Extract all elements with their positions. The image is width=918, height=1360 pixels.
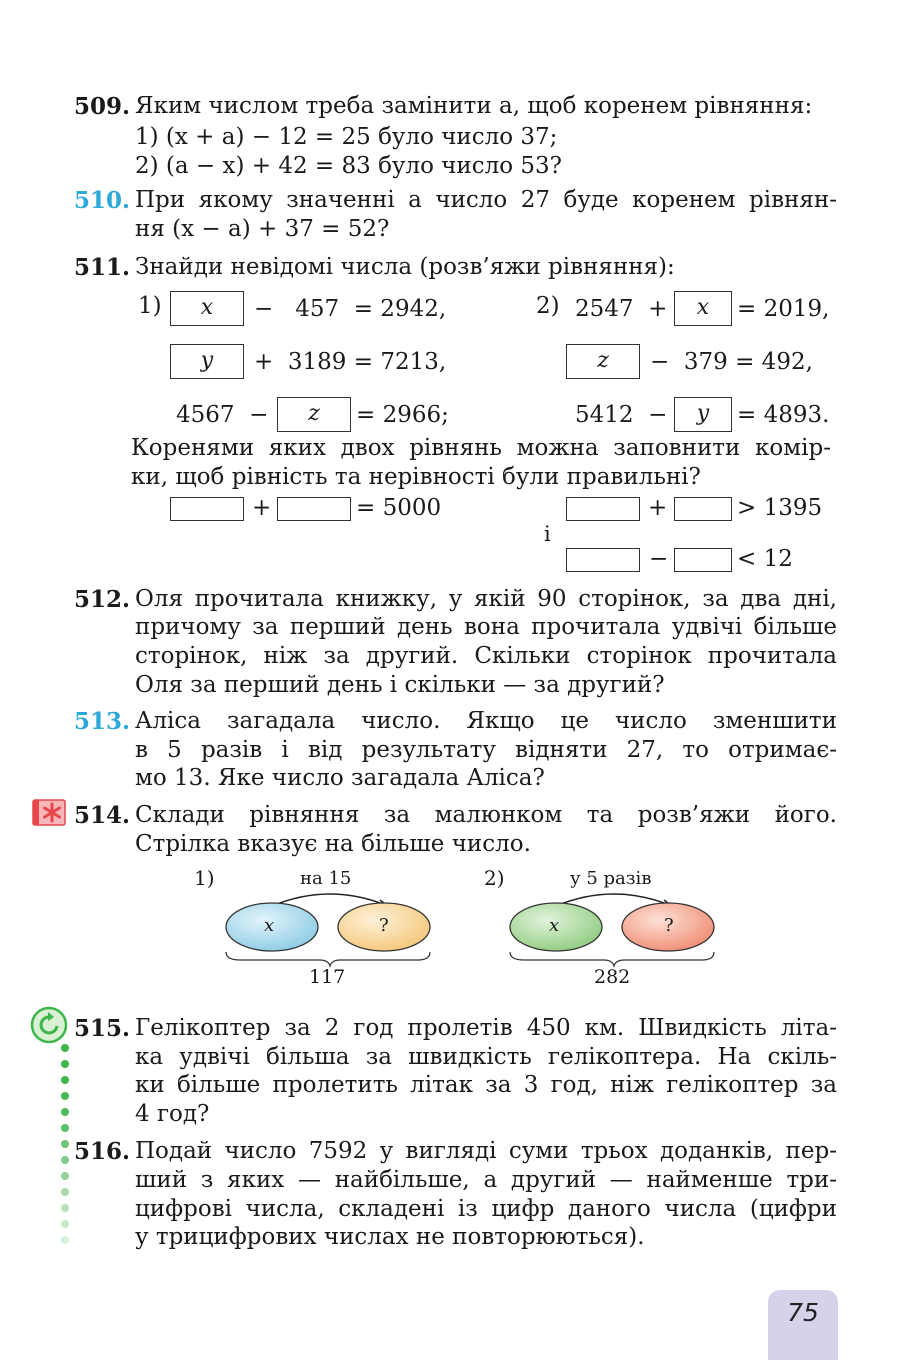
problem-516-line4: у трицифрових числах не повторюються). xyxy=(135,1224,645,1250)
eq2a-box: x xyxy=(674,291,732,326)
problem-515-line1: Гелікоптер за 2 год пролетів 450 км. Швидкість літа- xyxy=(135,1015,837,1041)
eq1b-rest: + 3189 = 7213, xyxy=(254,349,447,375)
problem-number-511: 511. xyxy=(74,254,131,281)
problem-516-line3: цифрові числа, складені із цифр даного числа (цифри xyxy=(135,1196,837,1222)
problem-515-line3: ки більше пролетить літак за 3 год, ніж гелікоптер за xyxy=(135,1072,837,1098)
problem-510-line1: При якому значенні a число 27 буде коренем рівнян- xyxy=(135,187,837,213)
problem-number-512: 512. xyxy=(74,586,131,613)
problem-511-question-line1: Коренями яких двох рівнянь можна заповнити комір- xyxy=(131,435,831,461)
ineq-sum-box-1 xyxy=(170,497,244,521)
fig2-total: 282 xyxy=(594,966,631,988)
problem-512-line3: сторінок, ніж за другий. Скільки сторінок прочитала xyxy=(135,643,837,669)
problem-number-509: 509. xyxy=(74,93,131,120)
ineq-lt-box-1 xyxy=(566,548,640,572)
ineq-gt-op: + xyxy=(648,495,668,521)
ineq-sum-rest: = 5000 xyxy=(356,495,442,521)
fig1-label: 1) xyxy=(194,866,215,890)
problem-510-line2: ня (x − a) + 37 = 52? xyxy=(135,216,390,242)
problem-number-516: 516. xyxy=(74,1138,131,1165)
ineq-and: і xyxy=(544,522,551,546)
problem-512-line2: причому за перший день вона прочитала удвічі більше xyxy=(135,614,837,640)
eq2b-box: z xyxy=(566,344,640,379)
eq1b-box: y xyxy=(170,344,244,379)
eq2a-pre: 2547 + xyxy=(575,296,668,322)
ineq-sum-op: + xyxy=(252,495,272,521)
problem-511-text: Знайди невідомі числа (розв’яжи рівняння): xyxy=(135,254,675,280)
problem-511-question-line2: ки, щоб рівність та нерівності були правильні? xyxy=(131,464,701,490)
ineq-lt-box-2 xyxy=(674,548,732,572)
problem-515-line4: 4 год? xyxy=(135,1101,210,1127)
star-icon xyxy=(32,799,66,826)
problem-512-line1: Оля прочитала книжку, у якій 90 сторінок, за два дні, xyxy=(135,586,837,612)
eq2b-rest: − 379 = 492, xyxy=(650,349,813,375)
fig1-arrow-label: на 15 xyxy=(300,868,352,889)
problem-514-line2: Стрілка вказує на більше число. xyxy=(135,831,531,857)
problem-number-515: 515. xyxy=(74,1015,131,1042)
eq1c-pre: 4567 − xyxy=(176,402,269,428)
problem-514-line1: Склади рівняння за малюнком та розв’яжи його. xyxy=(135,802,837,828)
ineq-sum-box-2 xyxy=(277,497,351,521)
eq1a-box: x xyxy=(170,291,244,326)
fig2-brace xyxy=(510,952,714,966)
fig1-diagram xyxy=(220,888,440,972)
fig1-total: 117 xyxy=(309,966,346,988)
problem-516-line2: ший з яких — найбільше, а другий — найменше три- xyxy=(135,1167,837,1193)
page-number: 75 xyxy=(787,1298,819,1327)
problem-513-line1: Аліса загадала число. Якщо це число зменшити xyxy=(135,708,837,734)
eq1a-rest: − 457 = 2942, xyxy=(254,296,447,322)
fig1-brace xyxy=(226,952,430,966)
problem-509-item2: 2) (a − x) + 42 = 83 було число 53? xyxy=(135,153,563,179)
eq-col2-label: 2) xyxy=(536,293,560,319)
ineq-gt-rest: > 1395 xyxy=(737,495,823,521)
fig1-left-label: x xyxy=(264,915,275,936)
problem-513-line3: мо 13. Яке число загадала Аліса? xyxy=(135,765,545,791)
problem-number-514: 514. xyxy=(74,802,131,829)
fig1-right-label: ? xyxy=(379,915,389,936)
ineq-lt-op: − xyxy=(649,546,669,572)
eq2c-box: y xyxy=(674,397,732,432)
fig2-label: 2) xyxy=(484,866,505,890)
fig2-left-label: x xyxy=(549,915,560,936)
repeat-icon xyxy=(30,1006,68,1044)
problem-512-line4: Оля за перший день і скільки — за другий? xyxy=(135,672,665,698)
eq2c-rest: = 4893. xyxy=(737,402,830,428)
problem-515-line2: ка удвічі більша за швидкість гелікоптера. На скіль- xyxy=(135,1044,837,1070)
ineq-gt-box-2 xyxy=(674,497,732,521)
eq1c-box: z xyxy=(277,397,351,432)
fig2-right-label: ? xyxy=(664,915,674,936)
eq1c-rest: = 2966; xyxy=(356,402,449,428)
problem-number-510: 510. xyxy=(74,187,131,214)
problem-513-line2: в 5 разів і від результату відняти 27, то отримає- xyxy=(135,737,837,763)
eq2a-rest: = 2019, xyxy=(737,296,830,322)
eq-col1-label: 1) xyxy=(138,293,162,319)
page-number-tab xyxy=(768,1290,838,1360)
problem-516-line1: Подай число 7592 у вигляді суми трьох доданків, пер- xyxy=(135,1138,837,1164)
ineq-lt-rest: < 12 xyxy=(737,546,793,572)
problem-509-item1: 1) (x + a) − 12 = 25 було число 37; xyxy=(135,124,558,150)
problem-509-text: Яким числом треба замінити a, щоб коренем рівняння: xyxy=(135,93,813,119)
problem-number-513: 513. xyxy=(74,708,131,735)
eq2c-pre: 5412 − xyxy=(575,402,668,428)
fig2-diagram xyxy=(504,888,724,972)
ineq-gt-box-1 xyxy=(566,497,640,521)
fig2-arrow-label: у 5 разів xyxy=(570,868,652,889)
